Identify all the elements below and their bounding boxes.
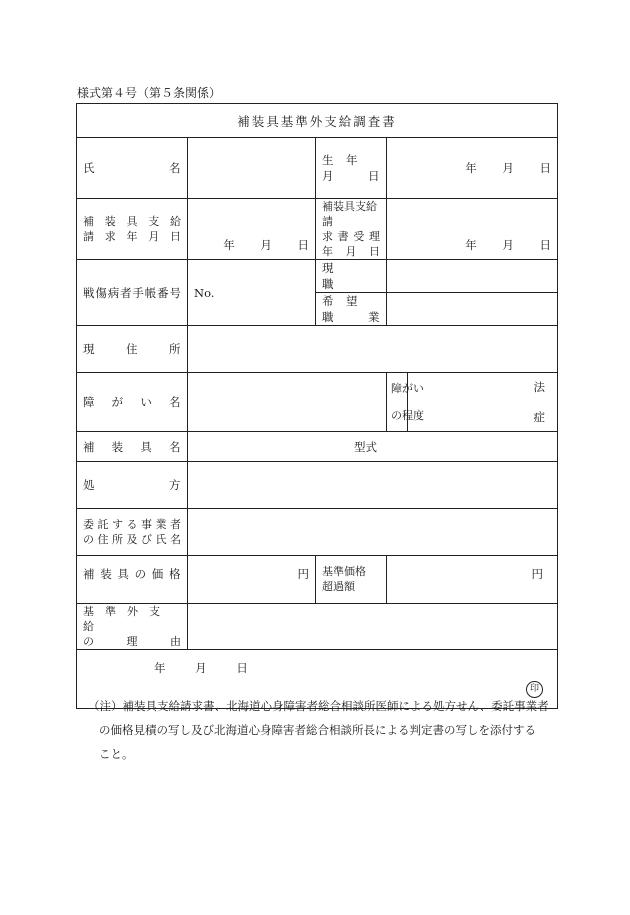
- disability-name-label: 障 が い 名: [77, 373, 188, 432]
- degree-label: [387, 373, 424, 432]
- desired-job-label: 希 望 職 業: [316, 293, 387, 326]
- degree-label-line2: の程度: [391, 409, 424, 422]
- footnote-line1: （注）補装具支給請求書、北海道心身障害者総合相談所医師による処方せん、委託事業者: [88, 699, 549, 713]
- request-date-label: [77, 199, 188, 260]
- request-date-row: [77, 199, 558, 260]
- reason-label: [77, 604, 188, 650]
- prescription-row: [77, 462, 558, 509]
- prescription-label: 処 方: [77, 462, 188, 509]
- seal-mark: 印: [526, 681, 543, 698]
- degree-label-line1: 障がい: [391, 382, 424, 395]
- form-number: 様式第４号（第５条関係）: [77, 86, 222, 100]
- price-row: [77, 556, 558, 604]
- footer-month-unit: 月: [195, 661, 207, 675]
- form-title: 補装具基準外支給調査書: [77, 104, 558, 138]
- handbook-label: 戦傷病者手帳番号: [77, 260, 188, 326]
- reason-label-line2: の 理 由: [83, 635, 181, 648]
- reason-row: [77, 604, 558, 650]
- birth-date-field[interactable]: [387, 138, 558, 199]
- model-label: 型式: [354, 439, 377, 454]
- request-year-unit: 年: [223, 238, 235, 252]
- footer-year-unit: 年: [154, 661, 166, 675]
- device-name-field[interactable]: [188, 432, 558, 462]
- receipt-date-label: [316, 199, 387, 260]
- name-row: [77, 138, 558, 199]
- address-row: [77, 326, 558, 373]
- request-date-field[interactable]: [188, 199, 316, 260]
- receipt-label-line2: 求 書 受 理: [322, 230, 380, 243]
- reason-label-line1: 基 準 外 支 給: [83, 605, 171, 633]
- receipt-day-unit: 日: [539, 238, 552, 252]
- receipt-label-line3: [322, 244, 380, 259]
- request-month-unit: 月: [260, 238, 272, 252]
- excess-field[interactable]: [387, 556, 558, 604]
- receipt-label-day: 日: [369, 245, 380, 258]
- reason-field[interactable]: [188, 604, 558, 650]
- contractor-label: [77, 509, 188, 556]
- contractor-label-line1: 委託する事業者: [83, 518, 181, 531]
- address-field[interactable]: [188, 326, 558, 373]
- footer-date[interactable]: [154, 660, 248, 676]
- excess-label: [316, 556, 387, 604]
- address-label: 現 住 所: [77, 326, 188, 373]
- excess-label-line2: 超過額: [322, 580, 355, 593]
- receipt-label-line1: 補装具支給請: [322, 200, 377, 228]
- receipt-year-unit: 年: [465, 238, 477, 252]
- price-yen-unit: 円: [297, 567, 309, 581]
- name-label: 氏 名: [77, 138, 188, 199]
- survey-form-table: [76, 103, 558, 709]
- handbook-row: [77, 260, 558, 293]
- request-date-label-line1: 補 装 具 支 給: [83, 215, 181, 228]
- title-row: [77, 104, 558, 138]
- degree-unit-law: 法: [533, 380, 546, 394]
- degree-unit-symptom: 症: [533, 410, 546, 424]
- contractor-label-line2: の住所及び氏名: [83, 533, 181, 546]
- price-field[interactable]: [188, 556, 316, 604]
- birth-date-label: 生 年 月 日: [316, 138, 387, 199]
- name-field[interactable]: [188, 138, 316, 199]
- birth-month-unit: 月: [502, 161, 514, 175]
- current-job-field[interactable]: [387, 260, 558, 293]
- request-day-unit: 日: [297, 238, 309, 252]
- contractor-row: [77, 509, 558, 556]
- birth-year-unit: 年: [465, 161, 477, 175]
- receipt-label-month: 月: [345, 245, 357, 258]
- device-name-label: 補 装 具 名: [77, 432, 188, 462]
- current-job-label: 現 職: [316, 260, 387, 293]
- footnote-line3: こと。: [99, 747, 134, 761]
- excess-yen-unit: 円: [531, 567, 544, 581]
- price-label: 補 装 具 の 価 格: [77, 556, 188, 604]
- desired-job-field[interactable]: [387, 293, 558, 326]
- footnote: [88, 694, 558, 766]
- handbook-field[interactable]: [188, 260, 316, 326]
- footer-day-unit: 日: [236, 661, 248, 675]
- receipt-label-year: 年: [322, 245, 333, 258]
- degree-field[interactable]: [408, 373, 558, 432]
- prescription-field[interactable]: [188, 462, 558, 509]
- footnote-line2: の価格見積の写し及び北海道心身障害者総合相談所長による判定書の写しを添付する: [99, 723, 536, 737]
- disability-name-field[interactable]: [188, 373, 387, 432]
- disability-row: [77, 373, 558, 432]
- excess-label-line1: 基準価格: [322, 565, 366, 578]
- receipt-date-field[interactable]: [387, 199, 558, 260]
- handbook-no-prefix: No.: [194, 285, 215, 300]
- request-date-label-line2: 請 求 年 月 日: [83, 230, 181, 243]
- birth-day-unit: 日: [539, 161, 552, 175]
- receipt-month-unit: 月: [502, 238, 514, 252]
- device-name-row: [77, 432, 558, 462]
- contractor-field[interactable]: [188, 509, 558, 556]
